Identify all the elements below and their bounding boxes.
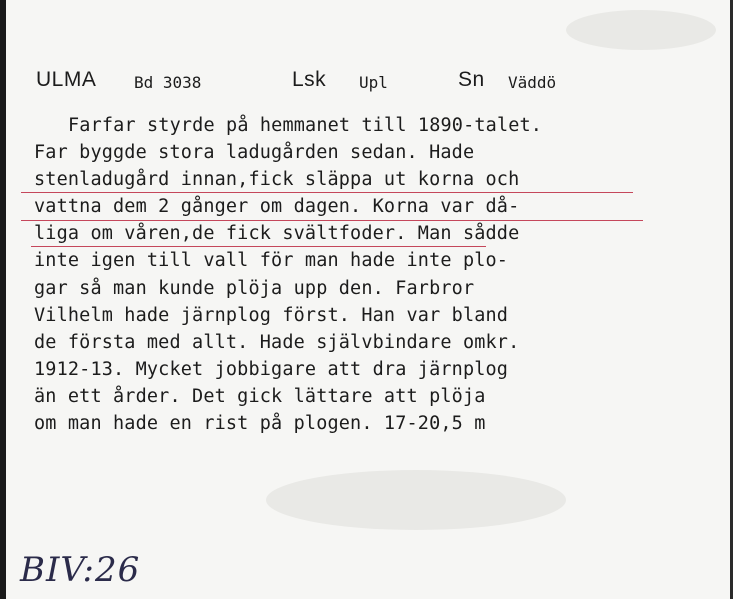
text-line: Vilhelm hade järnplog först. Han var bland <box>34 304 509 326</box>
paper-smudge <box>266 470 566 530</box>
text-line: 1912-13. Mycket jobbigare att dra järnplog <box>34 358 509 380</box>
county-value: Upl <box>359 73 388 92</box>
red-underline <box>21 220 643 221</box>
parish-label: Sn <box>458 68 485 91</box>
volume-number: Bd 3038 <box>134 73 202 92</box>
handwritten-signature: BIV:26 <box>20 550 141 590</box>
red-underline <box>21 192 633 193</box>
paper-smudge <box>566 10 716 50</box>
card-header <box>6 66 733 96</box>
text-line: Far byggde stora ladugården sedan. Hade <box>34 142 475 164</box>
red-underline <box>31 246 486 247</box>
collection-code: ULMA <box>36 68 97 91</box>
text-line: stenladugård innan,fick släppa ut korna och <box>34 169 520 191</box>
text-line: gar så man kunde plöja upp den. Farbror <box>34 277 475 299</box>
text-line: liga om våren,de fick svältfoder. Man sådde <box>34 223 520 245</box>
text-line: Farfar styrde på hemmanet till 1890-talet. <box>68 115 543 136</box>
parish-value: Väddö <box>508 73 557 92</box>
text-line: än ett årder. Det gick lättare att plöja <box>34 385 486 407</box>
county-label: Lsk <box>292 68 327 91</box>
text-line: om man hade en rist på plogen. 17-20,5 m <box>34 413 486 435</box>
text-line: vattna dem 2 gånger om dagen. Korna var då- <box>34 196 520 218</box>
typed-text-body <box>34 112 654 437</box>
text-line: de första med allt. Hade självbindare omkr. <box>34 331 520 353</box>
text-line: inte igen till vall för man hade inte plo- <box>34 250 509 272</box>
